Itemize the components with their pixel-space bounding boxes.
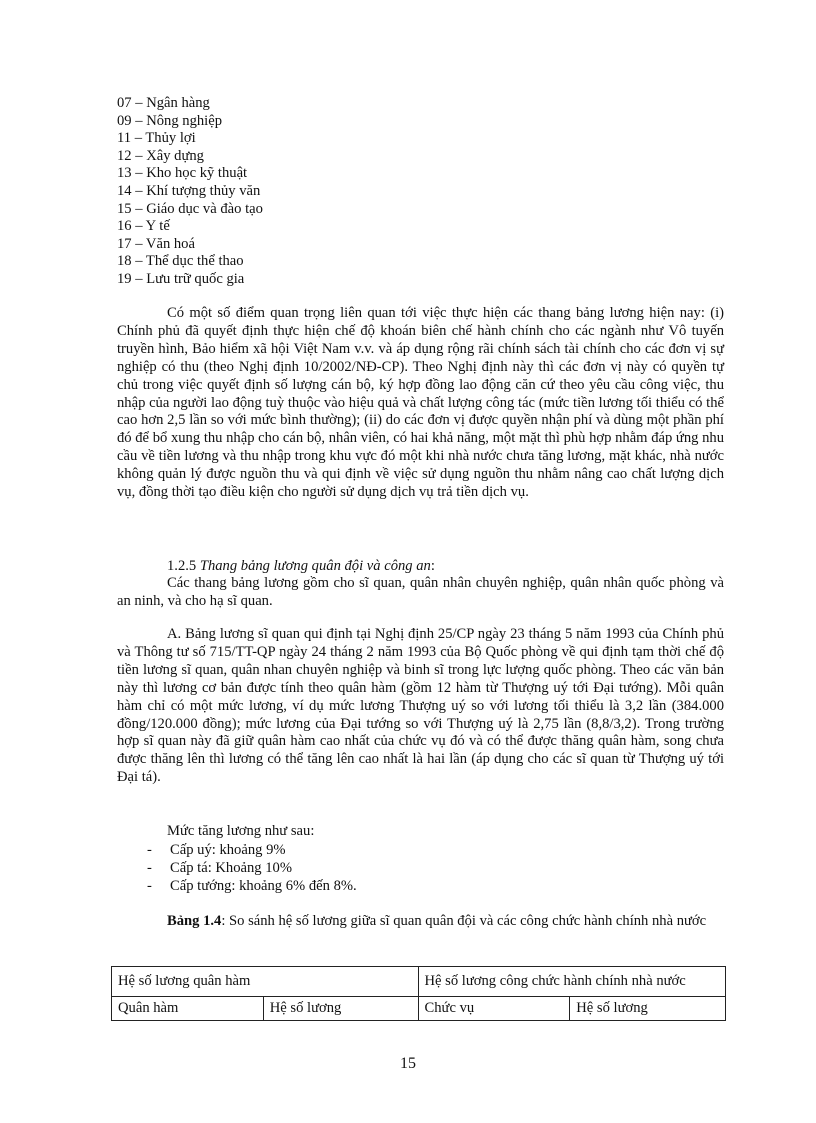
paragraph-salary-issues: Có một số điểm quan trọng liên quan tới việc thực hiện các thang bảng lương hiện nay: (i) Chính phủ đã quyết định thực hiện chế độ khoán biên chế hành chính cho các ngành như Vô tuyến truyền hình, Bảo hiểm xã hội Việt Nam v.v. và áp dụng rộng rãi chính sách tài chính cho các đơn vị sự nghiệp có thu (theo Nghị định 10/2002/NĐ-CP). Theo Nghị định này thì các đơn vị này có quyền tự chủ trong việc quyết định số lượng cán bộ, ký hợp đồng lao động căn cứ theo yêu cầu công việc, thu nhập của người lao động tuỳ thuộc vào hiệu quả và chất lượng công tác (mức tiền lương tối thiểu có thể cao hơn 2,5 lần so với mức bình thường); (ii) do các đơn vị được quyền nhận phí và dùng một phần phí đó để bổ xung thu nhập cho cán bộ, nhân viên, có hai khả năng, một mặt thì phù hợp nhằm đáp ứng nhu cầu về tiền lương và thu nhập trong khu vực đó một khi nhà nước chưa tăng lương, mặt khác, nhà nước không quản lý được nguồn thu và qui định về việc sử dụng nguồn thu nhằm nâng cao chất lượng dịch vụ, đồng thời tạo điều kiện cho người sử dụng dịch vụ trả tiền dịch vụ. <box>117 305 724 501</box>
table-group-header-military: Hệ số lương quân hàm <box>112 967 419 997</box>
list-item: 09 – Nông nghiệp <box>117 112 222 129</box>
table-group-header-civil: Hệ số lương công chức hành chính nhà nước <box>418 967 726 997</box>
section-number: 1.2.5 <box>167 558 200 574</box>
list-item: 19 – Lưu trữ quốc gia <box>117 270 245 287</box>
sector-list <box>117 95 263 289</box>
list-item: 14 – Khí tượng thủy văn <box>117 182 261 199</box>
increase-title: Mức tăng lương như sau: <box>167 823 315 839</box>
list-item: 13 – Kho học kỹ thuật <box>117 165 248 182</box>
table-header-cell: Chức vụ <box>418 997 570 1021</box>
table-header-cell: Hệ số lương <box>263 997 418 1021</box>
list-item <box>117 859 357 877</box>
bullet-dash: - <box>147 842 152 858</box>
list-item: 16 – Y tế <box>117 218 170 235</box>
list-item: 18 – Thể dục thể thao <box>117 253 244 270</box>
page-number: 15 <box>400 1055 416 1072</box>
bullet-dash: - <box>147 878 152 894</box>
increase-text: Cấp tướng: khoảng 6% đến 8%. <box>170 878 357 894</box>
list-item: 11 – Thủy lợi <box>117 130 196 147</box>
list-item: 17 – Văn hoá <box>117 235 195 252</box>
paragraph-salary-groups: Các thang bảng lương gồm cho sĩ quan, quân nhân chuyên nghiệp, quân nhân quốc phòng và an ninh, và cho hạ sĩ quan. <box>117 575 724 609</box>
increase-text: Cấp uý: khoảng 9% <box>170 842 286 858</box>
section-heading <box>167 557 435 575</box>
section-colon: : <box>430 558 435 574</box>
list-item <box>117 877 357 895</box>
table-header-cell: Quân hàm <box>112 997 264 1021</box>
section-title: Thang bảng lương quân đội và công an <box>199 558 431 574</box>
paragraph-officer-salary: A. Bảng lương sĩ quan qui định tại Nghị định 25/CP ngày 23 tháng 5 năm 1993 của Chính phủ và Thông tư số 715/TT-QP ngày 24 tháng 2 năm 1993 của Bộ Quốc phòng về qui định tạm thời chế độ tiền lương sĩ quan, quân nhan chuyên nghiệp và binh sĩ trong lực lượng quốc phòng. Theo các văn bản này thì lương cơ bản được tính theo quân hàm (gồm 12 hàm từ Thượng uý tới Đại tướng). Mỗi quân hàm chỉ có một mức lương, ví dụ mức lương Thượng uý so với lương tối thiểu là 3,2 lần (384.000 đồng/120.000 đồng); mức lương của Đại tướng so với Thượng uý là 2,75 lần (8,8/3,2). Trong trường hợp sĩ quan này đã giữ quân hàm cao nhất của chức vụ đó và có thể được thăng quân hàm, song chưa được thăng lên thì lương có thể tăng lên cao nhất là hai lần (áp dụng cho các sĩ quan từ Thượng uý tới Đại tá). <box>117 626 724 786</box>
table-row <box>112 967 726 997</box>
increase-text: Cấp tá: Khoảng 10% <box>170 860 292 876</box>
list-item: 15 – Giáo dục và đào tạo <box>117 200 263 217</box>
increase-list <box>117 841 357 895</box>
table-row <box>112 997 726 1021</box>
table-caption-text: : So sánh hệ số lương giữa sĩ quan quân đội và các công chức hành chính nhà nước <box>221 913 707 929</box>
list-item <box>117 841 357 859</box>
salary-comparison-table <box>111 966 726 1021</box>
bullet-dash: - <box>147 860 152 876</box>
list-item: 07 – Ngân hàng <box>117 95 210 111</box>
table-header-cell: Hệ số lương <box>570 997 726 1021</box>
table-label: Bảng 1.4 <box>167 913 222 929</box>
table-caption <box>117 912 724 931</box>
list-item: 12 – Xây dựng <box>117 147 204 164</box>
